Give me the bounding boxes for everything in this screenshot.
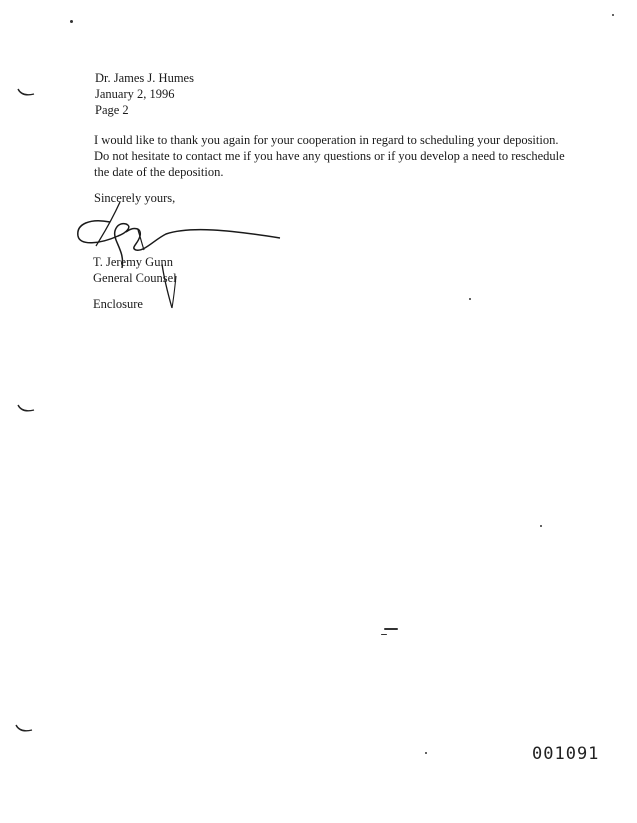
- letter-header: [95, 70, 194, 118]
- recipient-name: Dr. James J. Humes: [95, 71, 194, 85]
- bates-number: 001091: [532, 744, 600, 764]
- page-number: Page 2: [95, 103, 129, 117]
- punch-hole-mark: [16, 88, 36, 98]
- punch-hole-mark: [16, 404, 36, 414]
- scan-speck: [70, 20, 73, 23]
- signer-block: [93, 254, 177, 286]
- scan-speck: [612, 14, 614, 16]
- letter-body: I would like to thank you again for your cooperation in regard to scheduling your deposition. Do not hesitate to contact me if you have any questions or if you develop a need to reschedule the date of the deposition.: [94, 133, 565, 179]
- punch-hole-mark: [14, 724, 34, 734]
- scan-speck: [469, 298, 471, 300]
- closing-salutation: Sincerely yours,: [94, 191, 176, 205]
- letter-date: January 2, 1996: [95, 87, 175, 101]
- scan-speck: [381, 634, 387, 635]
- scan-speck: [384, 628, 398, 630]
- scan-speck: [425, 752, 427, 754]
- signer-name: T. Jeremy Gunn: [93, 255, 173, 269]
- enclosure-note: Enclosure: [93, 297, 143, 311]
- scan-speck: [540, 525, 542, 527]
- signer-title: General Counsel: [93, 271, 177, 285]
